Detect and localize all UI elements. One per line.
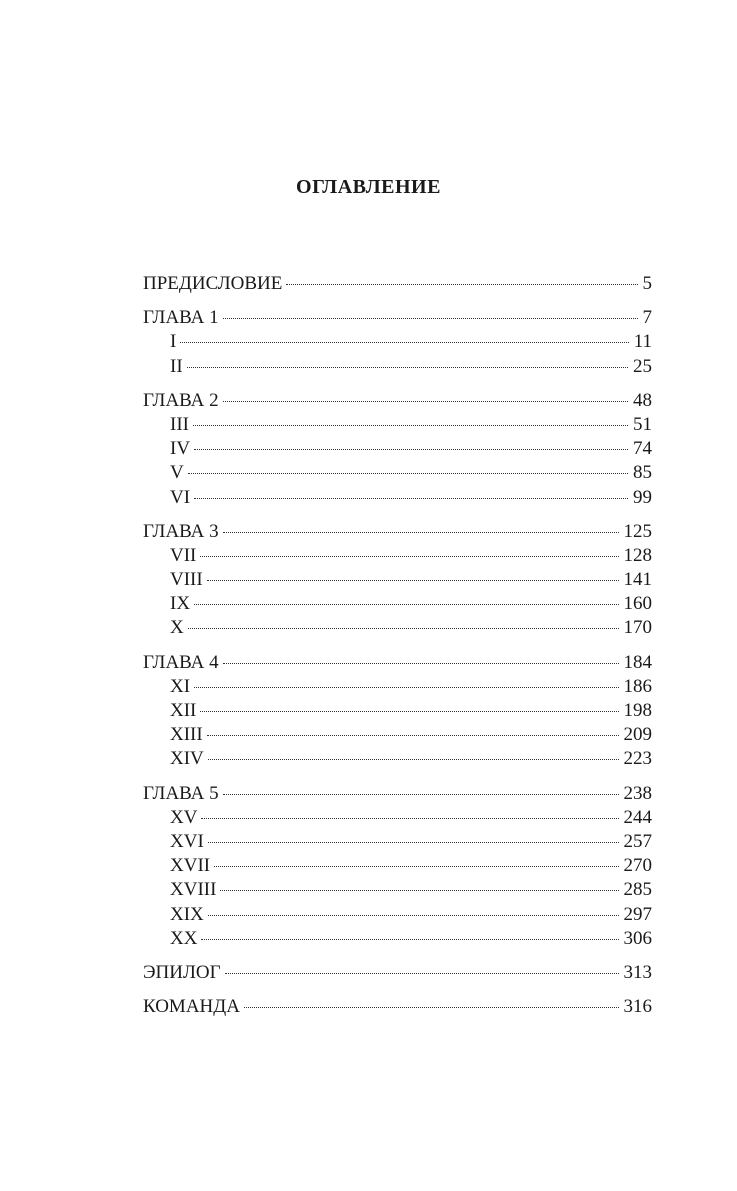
toc-subentry[interactable] <box>143 699 652 723</box>
toc-page-number: 313 <box>623 961 652 983</box>
dot-leader <box>286 284 637 285</box>
toc-entry[interactable] <box>143 651 652 675</box>
table-of-contents <box>143 272 652 1029</box>
dot-leader <box>244 1007 619 1008</box>
toc-page-number: 51 <box>633 413 652 435</box>
dot-leader <box>194 604 618 605</box>
toc-entry[interactable] <box>143 961 652 985</box>
toc-entry-label: XIII <box>170 724 203 746</box>
toc-entry-label: IV <box>170 438 191 460</box>
toc-page-number: 198 <box>623 700 652 721</box>
dot-leader <box>188 628 619 629</box>
toc-page-number: 270 <box>623 855 652 877</box>
toc-subentry[interactable] <box>143 568 652 592</box>
toc-page-number: 186 <box>623 675 652 697</box>
toc-entry-label: III <box>170 413 189 435</box>
toc-page-number: 244 <box>623 806 652 828</box>
toc-subentry[interactable] <box>143 747 652 771</box>
toc-entry-label: XVIII <box>170 879 217 901</box>
dot-leader <box>193 425 628 426</box>
toc-page-number: 316 <box>623 996 652 1018</box>
toc-entry-label: XII <box>170 700 197 721</box>
toc-entry-label: XV <box>170 806 198 828</box>
toc-page-number: 170 <box>623 617 652 639</box>
dot-leader <box>208 842 619 843</box>
toc-page-number: 223 <box>623 748 652 770</box>
toc-subentry[interactable] <box>143 486 652 510</box>
toc-page-number: 297 <box>623 903 652 925</box>
toc-entry-label: ГЛАВА 1 <box>143 307 219 329</box>
toc-section <box>143 306 652 379</box>
toc-entry[interactable] <box>143 995 652 1019</box>
toc-page-number: 25 <box>633 355 652 377</box>
toc-page-number: 306 <box>623 927 652 949</box>
toc-entry-label: X <box>170 617 184 639</box>
toc-subentry[interactable] <box>143 927 652 951</box>
dot-leader <box>188 473 628 474</box>
toc-subentry[interactable] <box>143 854 652 878</box>
toc-subentry[interactable] <box>143 723 652 747</box>
dot-leader <box>223 318 638 319</box>
toc-entry-label: VII <box>170 544 197 566</box>
toc-entry-label: VIII <box>170 569 203 591</box>
toc-entry-label: ГЛАВА 4 <box>143 651 219 673</box>
dot-leader <box>220 890 618 891</box>
toc-page-number: 141 <box>623 569 652 591</box>
dot-leader <box>207 580 619 581</box>
page-title: ОГЛАВЛЕНИЕ <box>296 176 441 198</box>
toc-subentry[interactable] <box>143 878 652 902</box>
toc-subentry[interactable] <box>143 461 652 485</box>
toc-page-number: 11 <box>633 331 652 353</box>
dot-leader <box>223 663 619 664</box>
toc-entry-label: V <box>170 462 184 484</box>
toc-entry-label: ГЛАВА 2 <box>143 389 219 411</box>
toc-section <box>143 520 652 641</box>
toc-page-number: 128 <box>623 544 652 566</box>
toc-subentry[interactable] <box>143 675 652 699</box>
dot-leader <box>214 866 618 867</box>
toc-page-number: 184 <box>623 651 652 673</box>
toc-section <box>143 961 652 985</box>
toc-entry[interactable] <box>143 306 652 330</box>
toc-subentry[interactable] <box>143 616 652 640</box>
toc-entry-label: I <box>170 331 177 353</box>
toc-page-number: 125 <box>623 520 652 542</box>
toc-page-number: 257 <box>623 830 652 852</box>
dot-leader <box>180 342 628 343</box>
toc-subentry[interactable] <box>143 903 652 927</box>
dot-leader <box>201 818 618 819</box>
toc-page-number: 238 <box>623 782 652 804</box>
toc-entry-label: XIX <box>170 903 204 925</box>
toc-entry-label: VI <box>170 486 191 508</box>
toc-entry-label: ПРЕДИСЛОВИЕ <box>143 273 283 294</box>
toc-entry[interactable] <box>143 389 652 413</box>
toc-subentry[interactable] <box>143 437 652 461</box>
toc-section <box>143 995 652 1019</box>
toc-section <box>143 651 652 772</box>
toc-entry-label: КОМАНДА <box>143 996 240 1018</box>
toc-entry-label: XX <box>170 927 198 949</box>
dot-leader <box>208 759 619 760</box>
dot-leader <box>201 939 618 940</box>
toc-page-number: 48 <box>633 389 652 411</box>
toc-page-number: 5 <box>642 273 652 294</box>
dot-leader <box>194 687 618 688</box>
toc-subentry[interactable] <box>143 830 652 854</box>
toc-entry[interactable] <box>143 782 652 806</box>
toc-entry-label: XVII <box>170 855 211 877</box>
toc-page-number: 99 <box>633 486 652 508</box>
toc-subentry[interactable] <box>143 330 652 354</box>
dot-leader <box>208 915 619 916</box>
toc-entry-label: XI <box>170 675 191 697</box>
dot-leader <box>223 401 628 402</box>
dot-leader <box>223 794 619 795</box>
dot-leader <box>194 498 628 499</box>
dot-leader <box>200 556 618 557</box>
toc-entry[interactable] <box>143 272 652 296</box>
toc-entry-label: XVI <box>170 830 204 852</box>
toc-section <box>143 782 652 951</box>
dot-leader <box>187 367 628 368</box>
toc-subentry[interactable] <box>143 355 652 379</box>
toc-page-number: 74 <box>633 438 652 460</box>
toc-entry-label: IX <box>170 593 191 615</box>
toc-page-number: 7 <box>642 307 652 329</box>
dot-leader <box>194 449 628 450</box>
toc-entry-label: II <box>170 355 183 377</box>
dot-leader <box>200 711 618 712</box>
toc-subentry[interactable] <box>143 806 652 830</box>
dot-leader <box>225 973 619 974</box>
toc-subentry[interactable] <box>143 592 652 616</box>
toc-subentry[interactable] <box>143 544 652 568</box>
toc-entry-label: ГЛАВА 5 <box>143 782 219 804</box>
toc-subentry[interactable] <box>143 413 652 437</box>
toc-section <box>143 272 652 296</box>
toc-entry-label: XIV <box>170 748 204 770</box>
toc-entry[interactable] <box>143 520 652 544</box>
toc-section <box>143 389 652 510</box>
dot-leader <box>207 735 619 736</box>
dot-leader <box>223 532 619 533</box>
toc-page-number: 160 <box>623 593 652 615</box>
toc-page-number: 209 <box>623 724 652 746</box>
toc-page-number: 85 <box>633 462 652 484</box>
toc-entry-label: ГЛАВА 3 <box>143 520 219 542</box>
toc-entry-label: ЭПИЛОГ <box>143 961 221 983</box>
toc-page-number: 285 <box>623 879 652 901</box>
